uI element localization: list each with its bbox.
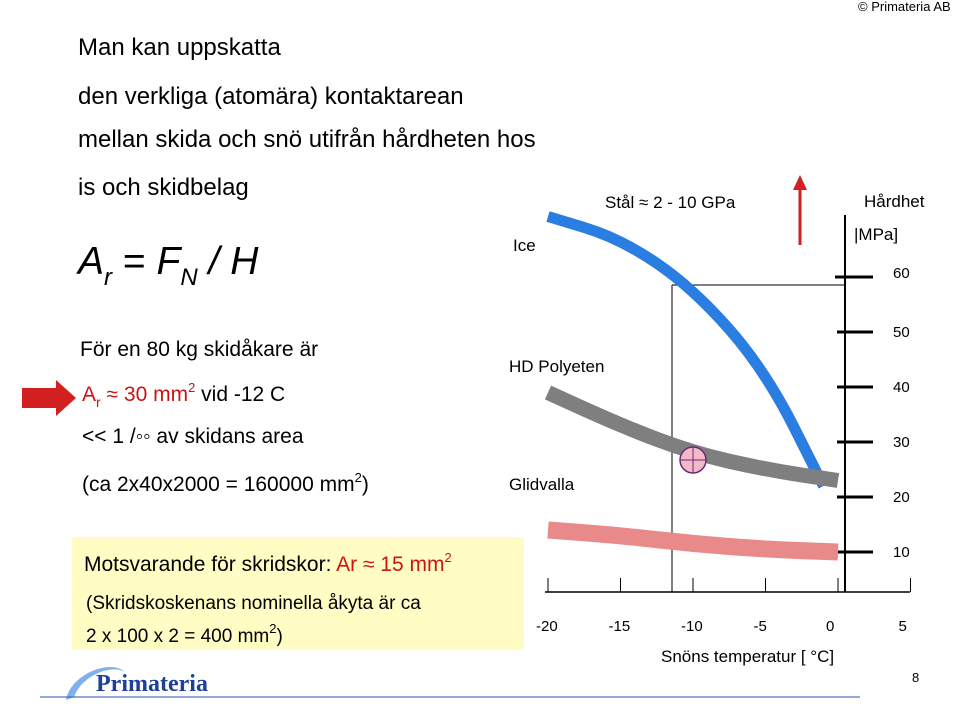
page-number: 8 [912, 670, 920, 685]
x-tick-label-5: 5 [898, 618, 907, 635]
x-tick-label--20: -20 [536, 618, 558, 635]
formula-H: H [230, 240, 259, 283]
series-line-glidvalla [548, 530, 838, 552]
x-ticks [548, 578, 911, 592]
y-unit-text: MPa] [858, 225, 899, 244]
intro-line-2: den verkliga (atomära) kontaktarean [78, 83, 464, 110]
y-tick-label-30: 30 [893, 434, 910, 451]
y-tick-label-10: 10 [893, 544, 910, 561]
primateria-logo: Primateria [96, 671, 208, 697]
y-axis-unit: |MPa] [854, 225, 899, 244]
glidvalla-label: Glidvalla [509, 475, 575, 494]
polyeten-label: HD Polyeten [509, 357, 605, 376]
ar-exponent: 2 [188, 380, 196, 395]
series-layer [548, 217, 838, 553]
note-exponent: 2 [444, 550, 452, 565]
note-line3-main: 2 x 100 x 2 = 400 mm [86, 626, 270, 647]
ar-value: ≈ 30 mm [106, 383, 189, 406]
formula-N: N [180, 264, 198, 291]
intro-line-3: mellan skida och snö utifrån hårdheten hos [78, 126, 536, 153]
y-axis-title: Hårdhet [864, 192, 925, 211]
x-tick-label--15: -15 [608, 618, 631, 635]
x-axis-title: Snöns temperatur [ °C] [661, 647, 835, 666]
note-line3-end: ) [276, 626, 283, 647]
x-tick-label-0: 0 [826, 618, 835, 635]
ar-rest: vid -12 C [195, 383, 286, 406]
x-tick-label--5: -5 [753, 618, 767, 635]
steel-annotation: Stål ≈ 2 - 10 GPa [605, 193, 736, 212]
y-tick-label-20: 20 [893, 489, 910, 506]
note-prefix: Motsvarande för skridskor: [84, 553, 337, 576]
y-tick-label-60: 60 [893, 265, 910, 282]
y-ticks [835, 277, 873, 552]
pointer-arrow-icon [22, 380, 76, 416]
calc-end: ) [361, 473, 369, 496]
formula-eq: = [122, 240, 146, 283]
copyright-notice: © Primateria AB [858, 0, 951, 14]
fraction-line: << 1 /◦◦ av skidans area [82, 425, 304, 448]
calc-exponent: 2 [354, 470, 362, 485]
intro-line-1: Man kan uppskatta [78, 34, 281, 61]
formula-r: r [104, 264, 113, 291]
ar-A: A [82, 383, 97, 406]
formula-A: A [78, 240, 105, 283]
upward-arrow-icon [793, 175, 807, 190]
x-tick-label--10: -10 [681, 618, 703, 635]
formula-F: F [156, 240, 181, 283]
ar-r: r [96, 394, 101, 410]
ice-label: Ice [513, 236, 536, 255]
calc-main: (ca 2x40x2000 = 160000 mm [82, 473, 355, 496]
y-tick-label-50: 50 [893, 324, 910, 341]
y-tick-label-40: 40 [893, 379, 910, 396]
skier-line: För en 80 kg skidåkare är [80, 338, 319, 361]
skate-note-line-2: (Skridskoskenans nominella åkyta är ca [86, 593, 421, 614]
note-red-value: Ar ≈ 15 mm [336, 553, 445, 576]
intro-line-4: is och skidbelag [78, 174, 249, 201]
note-line3-exponent: 2 [269, 621, 277, 636]
formula-slash: / [208, 240, 220, 283]
